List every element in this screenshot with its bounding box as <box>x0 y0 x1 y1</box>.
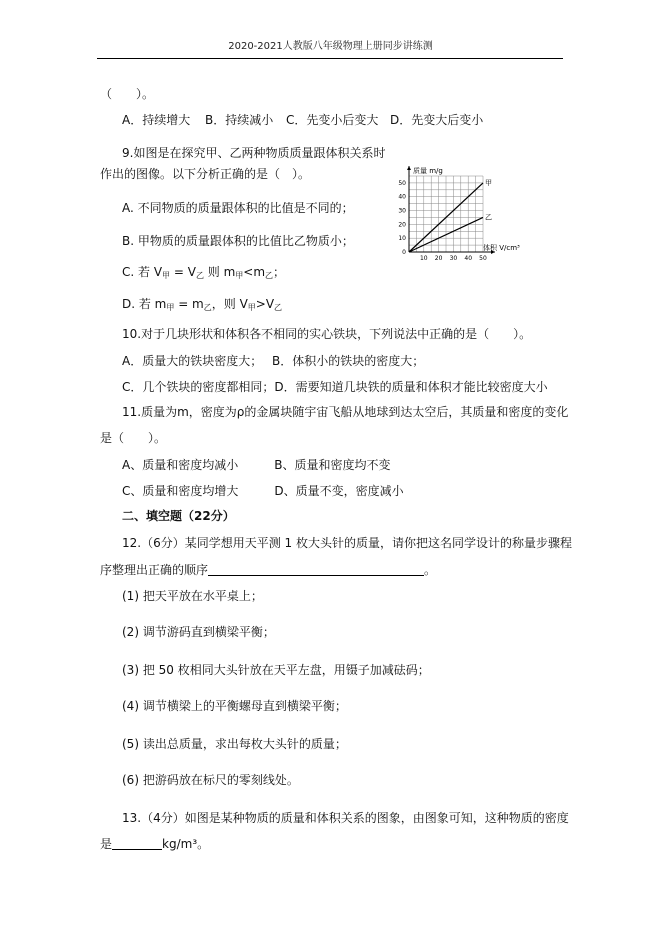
page-header: 2020-2021人教版八年级物理上册同步讲练测 <box>228 41 433 52</box>
y-tick-label: 40 <box>398 193 406 201</box>
header-divider <box>97 58 563 59</box>
q12-step-1: (1) 把天平放在水平桌上； <box>122 589 263 603</box>
q10-options-cd: C．几个铁块的密度都相同；D．需要知道几块铁的质量和体积才能比较密度大小 <box>122 380 548 394</box>
q11-options-ab: A、质量和密度均减小 B、质量和密度均不变 <box>122 458 391 472</box>
y-tick-label: 50 <box>398 179 406 187</box>
q13-stem-line1: 13.（4分）如图是某种物质的质量和体积关系的图象，由图象可知，这种物质的密度 <box>122 811 569 825</box>
y-axis-arrow <box>407 166 411 170</box>
q9-stem-line1: 9.如图是在探究甲、乙两种物质质量跟体积关系时 <box>122 146 386 160</box>
q12-stem-line1: 12.（6分）某同学想用天平测 1 枚大头针的质量，请你把这名同学设计的称量步骤程 <box>122 536 572 550</box>
y-tick-label: 20 <box>398 221 406 229</box>
y-tick-label: 10 <box>398 235 406 243</box>
q11-stem-line2: 是（ ）。 <box>100 431 167 445</box>
series-label: 甲 <box>485 178 492 187</box>
q12-step-4: (4) 调节横梁上的平衡螺母直到横梁平衡； <box>122 699 347 713</box>
q11-options-cd: C、质量和密度均增大 D、质量不变，密度减小 <box>122 484 404 498</box>
q9-option-a: A. 不同物质的质量跟体积的比值是不同的； <box>122 201 354 215</box>
q9-option-b: B. 甲物质的质量跟体积的比值比乙物质小； <box>122 234 354 248</box>
mass-volume-chart <box>385 160 565 270</box>
q12-step-3: (3) 把 50 枚相同大头针放在天平左盘，用镊子加减砝码； <box>122 663 430 677</box>
q9-option-d: D. 若 $m_甲 = m_乙$，则 $V_甲>V_乙$ <box>122 297 283 312</box>
y-tick-label: 0 <box>402 249 406 256</box>
x-tick-label: 30 <box>449 255 458 262</box>
x-tick-label: 20 <box>434 255 443 262</box>
q8-option-a: A．持续增大 <box>122 113 191 127</box>
chart-grid <box>409 176 483 252</box>
q12-step-6: (6) 把游码放在标尺的零刻线处。 <box>122 773 299 787</box>
q8-option-b: B．持续减小 <box>205 113 274 127</box>
q10-options-ab: A．质量大的铁块密度大； B．体积小的铁块的密度大； <box>122 354 425 368</box>
q12-step-5: (5) 读出总质量，求出每枚大头针的质量； <box>122 737 347 751</box>
x-tick-label: 10 <box>419 255 428 262</box>
q9-option-c: C. 若 $V_甲 = V_乙$ 则 $m_甲<m_乙$； <box>122 265 286 280</box>
series-label: 乙 <box>485 213 492 222</box>
q12-stem-line2: 序整理出正确的顺序 。 <box>100 563 437 577</box>
section-title-fill-in: 二、填空题（22分） <box>122 509 235 523</box>
q9-stem-line2: 作出的图像。以下分析正确的是（ ）。 <box>100 167 311 181</box>
q11-stem-line1: 11.质量为m，密度为ρ的金属块随宇宙飞船从地球到达太空后，其质量和密度的变化 <box>122 405 569 419</box>
chart-x-axis-label: 体积 V/cm³ <box>483 244 520 252</box>
q12-answer-blank <box>208 563 424 576</box>
q12-step-2: (2) 调节游码直到横梁平衡； <box>122 625 275 639</box>
q8-paren: （ ）。 <box>100 87 155 101</box>
q10-stem: 10.对于几块形状和体积各不相同的实心铁块，下列说法中正确的是（ ）。 <box>122 327 532 341</box>
x-tick-label: 50 <box>479 255 487 262</box>
q8-option-d: D．先变大后变小 <box>390 113 484 127</box>
q13-answer-blank <box>112 837 162 850</box>
x-tick-label: 40 <box>464 255 473 262</box>
q13-stem-line2: 是 kg/m³。 <box>100 837 210 851</box>
chart-y-axis-label: 质量 m/g <box>413 167 443 175</box>
q8-option-c: C．先变小后变大 <box>286 113 379 127</box>
y-tick-label: 30 <box>398 207 406 215</box>
